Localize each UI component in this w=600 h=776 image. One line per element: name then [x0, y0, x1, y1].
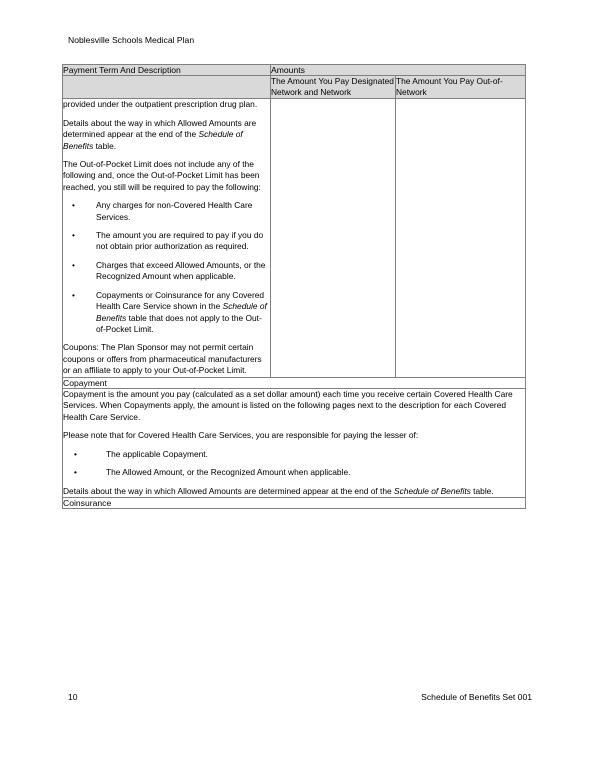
schedule-of-benefits-italic: Schedule of Benefits: [63, 129, 243, 151]
copayment-paragraph-2: Please note that for Covered Health Care Services, you are responsible for paying the lesser of:: [63, 430, 419, 441]
list-item-label: Any charges for non-Covered Health Care Services.: [96, 200, 253, 222]
list-item: [63, 467, 525, 478]
bullet-icon: •: [74, 467, 77, 478]
bullet-icon: •: [74, 448, 77, 459]
copayment-body-cell: [63, 388, 526, 498]
list-item-label: [96, 290, 267, 334]
schedule-of-benefits-italic: Schedule of Benefits: [394, 485, 471, 496]
amount-designated-network-cell: [271, 99, 396, 377]
description-paragraph-3: The Out-of-Pocket Limit does not include any of the following and, once the Out-of-Pocket Limit has been reached, you still will be required to pay the following:: [63, 159, 261, 192]
copayment-paragraph-1: Copayment is the amount you pay (calculated as a set dollar amount) each time you receive certain Covered Health Care Services. When Copayments apply, the amount is listed on the following pages next to the description for each Covered Health Care Service.: [63, 388, 513, 422]
table-row: [63, 99, 526, 377]
description-paragraph-4: Coupons: The Plan Sponsor may not permit certain coupons or offers from pharmaceutical manufacturers or an affiliate to apply to your Out-of-Pocket Limit.: [63, 342, 262, 376]
schedule-of-benefits-table: [62, 64, 526, 509]
list-item-label: The amount you are required to pay if you do not obtain prior authorization as required.: [96, 230, 264, 252]
bullet-icon: •: [72, 230, 75, 241]
description-paragraph-2-post: table.: [93, 140, 117, 151]
footer-document-label: Schedule of Benefits Set 001: [421, 692, 532, 702]
coinsurance-heading-row: [63, 498, 526, 509]
section-heading-coinsurance: Coinsurance: [63, 498, 526, 509]
bullet-icon: •: [72, 259, 75, 270]
copayment-paragraph-3-post: table.: [470, 485, 494, 496]
list-item: [63, 449, 525, 460]
header-blank-cell: [63, 76, 271, 99]
footer-page-number: 10: [68, 692, 78, 702]
schedule-of-benefits-italic: Schedule of Benefits: [96, 301, 267, 323]
copayment-lesser-of-list: [63, 449, 525, 479]
bullet-icon: •: [72, 200, 75, 211]
payment-term-description-cell: [63, 99, 271, 377]
list-item-label: The applicable Copayment.: [106, 448, 208, 459]
description-paragraph-1: provided under the outpatient prescription drug plan.: [63, 99, 258, 110]
bullet-4-post: table that does not apply to the Out-of-Pocket Limit.: [96, 312, 262, 334]
copayment-paragraph-3: [63, 486, 525, 498]
header-amounts: Amounts: [271, 65, 526, 76]
copayment-paragraph-3-pre: Details about the way in which Allowed Amounts are determined appear at the end of the: [63, 485, 395, 496]
table-header-row-2: [63, 76, 526, 99]
list-item-label: The Allowed Amount, or the Recognized Amount when applicable.: [106, 467, 351, 478]
description-paragraph-2-pre: Details about the way in which Allowed Amounts are determined appear at the end of the: [63, 117, 257, 140]
header-payment-term-and-description: Payment Term And Description: [63, 65, 271, 76]
copayment-body-row: [63, 388, 526, 498]
list-item: [63, 200, 270, 223]
copayment-heading-row: [63, 377, 526, 388]
header-out-of-network: The Amount You Pay Out-of-Network: [396, 76, 526, 99]
list-item-label: Charges that exceed Allowed Amounts, or the Recognized Amount when applicable.: [96, 259, 266, 282]
description-paragraph-2: [63, 118, 270, 152]
list-item: [63, 230, 270, 253]
running-header: Noblesville Schools Medical Plan: [68, 35, 195, 45]
list-item: [63, 290, 270, 336]
amount-out-of-network-cell: [396, 99, 526, 377]
bullet-4-pre: Copayments or Coinsurance for any Covered Health Care Service shown in the: [96, 289, 265, 312]
bullet-icon: •: [72, 289, 75, 300]
section-heading-copayment: Copayment: [63, 377, 526, 388]
table-header-row-1: [63, 65, 526, 76]
out-of-pocket-exclusions-list: [63, 200, 270, 335]
list-item: [63, 260, 270, 283]
header-designated-network: The Amount You Pay Designated Network and Network: [271, 76, 394, 98]
